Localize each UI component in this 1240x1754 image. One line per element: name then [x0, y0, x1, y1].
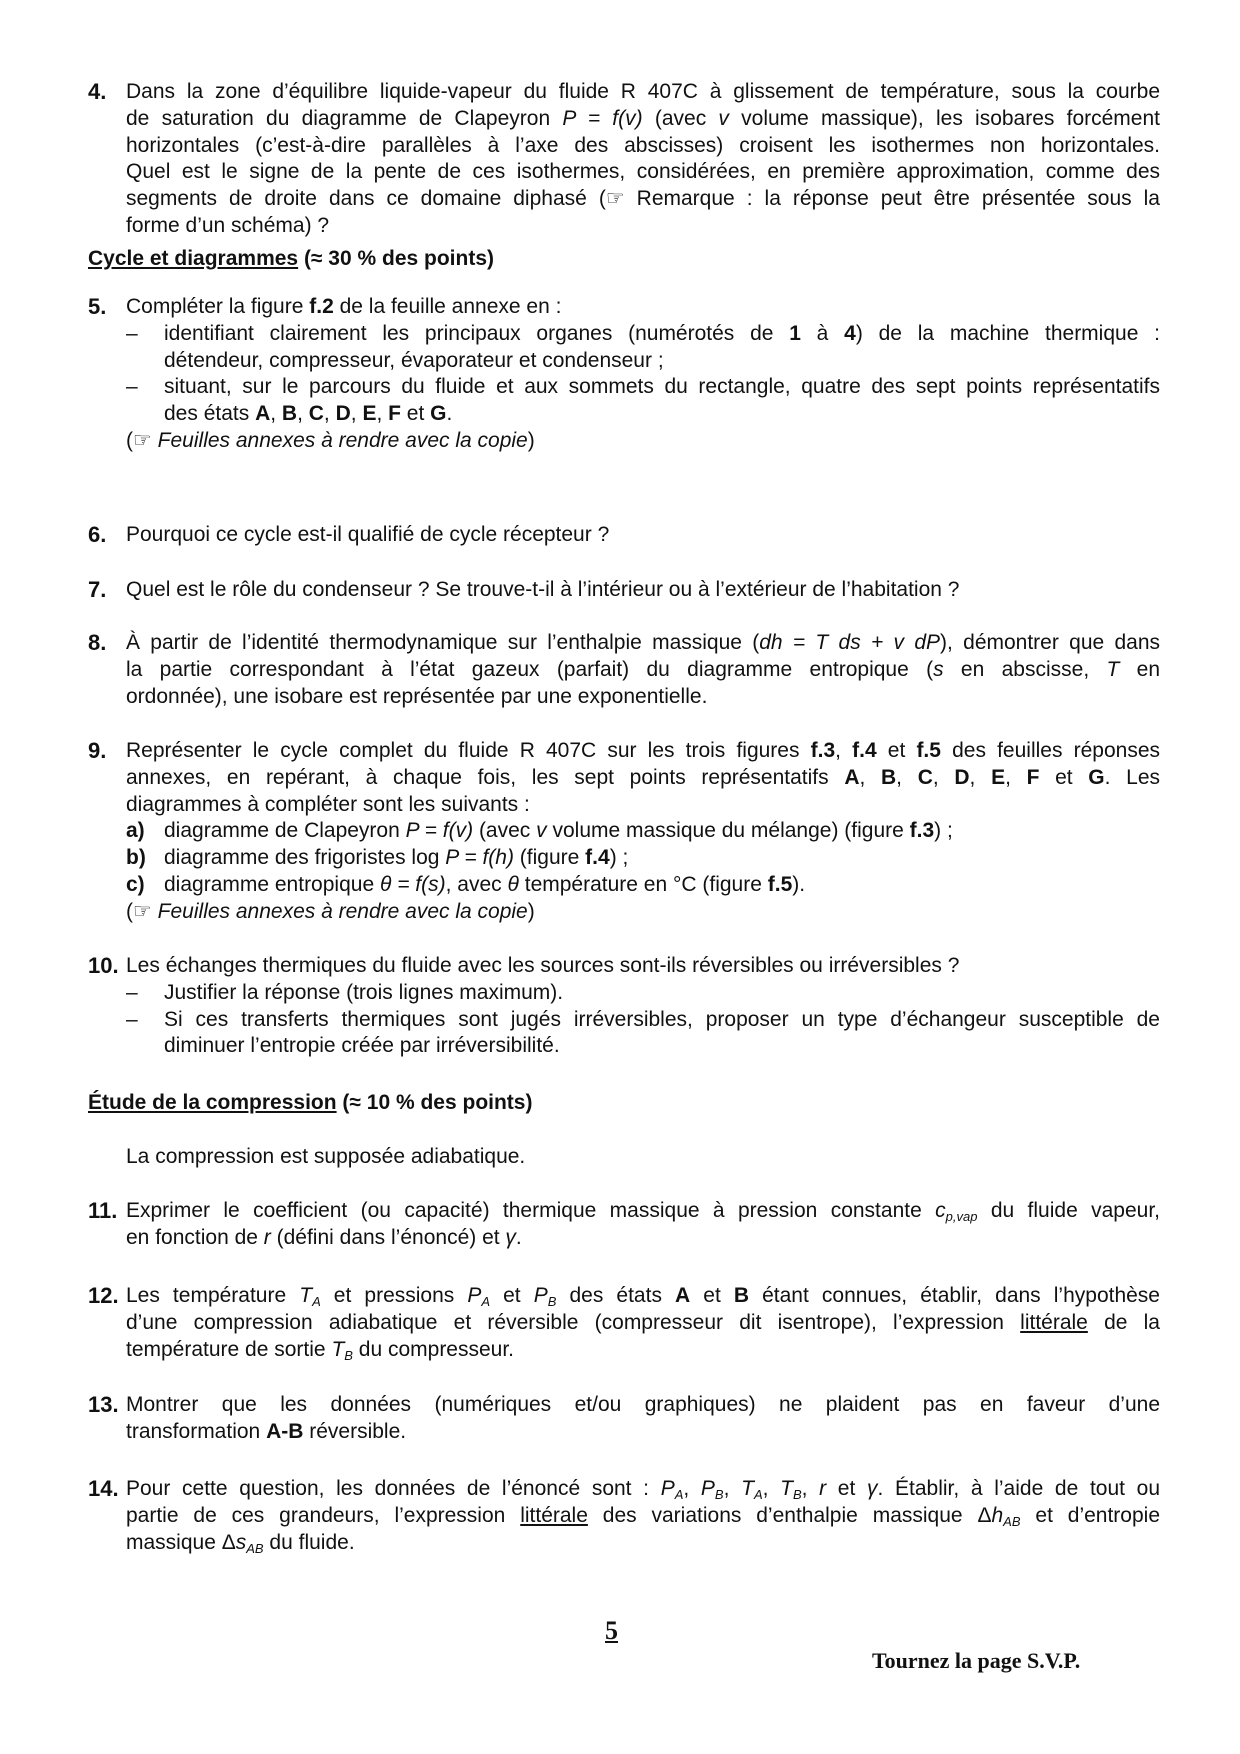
question-number: 14.	[88, 1476, 119, 1501]
question-13	[88, 1392, 1160, 1446]
text-line: des états A, B, C, D, E, F et G.	[164, 402, 453, 426]
question-number: 4.	[88, 79, 107, 104]
pointing-hand-icon: ☞	[605, 187, 625, 211]
text-line: forme d’un schéma) ?	[126, 213, 330, 237]
text-line: transformation A-B réversible.	[126, 1419, 407, 1443]
text-line: température de sortie $T_B$ du compresseur.	[126, 1337, 515, 1363]
text-line: segments de droite dans ce domaine diphasé (☞ Remarque : la réponse peut être présentée sous la	[126, 187, 1160, 211]
text-line: Les température $T_A$ et pressions $P_A$ et $P_B$ des états A et B étant connues, établir, dans l’hypothèse	[126, 1284, 1160, 1309]
pointing-hand-icon: ☞	[133, 899, 152, 923]
question-text	[126, 294, 1160, 455]
text-line: partie de ces grandeurs, l’expression littérale des variations d’enthalpie massique $\Delta h_{AB}$ et d’entropie	[126, 1503, 1160, 1529]
pointing-hand-icon: ☞	[133, 428, 152, 452]
question-text	[126, 1283, 1160, 1363]
text-line: massique $\Delta s_{AB}$ du fluide.	[126, 1530, 355, 1556]
question-text	[126, 953, 1160, 1060]
question-text	[126, 1392, 1160, 1446]
text-line: détendeur, compresseur, évaporateur et condenseur ;	[164, 348, 664, 372]
text-line: À partir de l’identité thermodynamique sur l’enthalpie massique (dh = T ds + v dP), démontrer que dans	[126, 631, 1160, 654]
question-number: 11.	[88, 1198, 118, 1223]
question-14	[88, 1476, 1160, 1556]
text-line: d’une compression adiabatique et réversible (compresseur dit isentrope), l’expression littérale de la	[126, 1310, 1160, 1334]
text-line: Quel est le signe de la pente de ces isothermes, considérées, en première approximation, comme des	[126, 160, 1160, 184]
question-number: 12.	[88, 1283, 119, 1308]
question-10	[88, 953, 1160, 1060]
section-heading-cycle: Cycle et diagrammes (≈ 30 % des points)	[88, 247, 494, 270]
compression-intro: La compression est supposée adiabatique.	[126, 1145, 526, 1168]
text-line: Compléter la figure f.2 de la feuille annexe en :	[126, 295, 562, 318]
section-heading-compression: Étude de la compression (≈ 10 % des points)	[88, 1091, 533, 1114]
text-line: horizontales (c’est-à-dire parallèles à l’axe des abscisses) croisent les isothermes non horizontales.	[126, 133, 1160, 157]
question-number: 5.	[88, 294, 107, 319]
list-item: – Justifier la réponse (trois lignes maximum).	[126, 980, 564, 1004]
question-8	[88, 630, 1160, 710]
question-5	[88, 294, 1160, 455]
question-6	[88, 522, 1160, 549]
list-item: – Si ces transferts thermiques sont jugés irréversibles, proposer un type d’échangeur susceptible de diminuer l’entropie créée par irréversibilité.	[126, 1007, 1160, 1058]
text-line: Représenter le cycle complet du fluide R 407C sur les trois figures f.3, f.4 et f.5 des feuilles réponses	[126, 739, 1160, 762]
question-text	[126, 630, 1160, 710]
text-line: en fonction de r (défini dans l’énoncé) et γ.	[126, 1225, 522, 1249]
question-number: 13.	[88, 1392, 119, 1417]
question-text: Pourquoi ce cycle est-il qualifié de cycle récepteur ?	[126, 523, 610, 546]
question-4	[88, 79, 1160, 240]
question-9	[88, 738, 1160, 926]
question-number: 7.	[88, 577, 107, 602]
footer-turn-page: Tournez la page S.V.P.	[872, 1648, 1081, 1673]
text-line: Exprimer le coefficient (ou capacité) thermique massique à pression constante $c_{p,vap}$ du fluide vapeur,	[126, 1199, 1161, 1224]
text-line: la partie correspondant à l’état gazeux (parfait) du diagramme entropique (s en abscisse, T en	[126, 657, 1160, 681]
question-12	[88, 1283, 1160, 1363]
text-line: identifiant clairement les principaux organes (numérotés de 1 à 4) de la machine thermique :	[164, 321, 1160, 345]
list-item: – identifiant clairement les principaux organes (numérotés de 1 à 4) de la machine thermique : détendeur, compresseur, évaporateur et condenseur ;	[88, 321, 1160, 375]
text-line: annexes, en repérant, à chaque fois, les sept points représentatifs A, B, C, D, E, F et G. Les	[126, 765, 1161, 789]
text-line: Les échanges thermiques du fluide avec les sources sont-ils réversibles ou irréversibles ?	[126, 954, 960, 977]
question-number: 6.	[88, 522, 107, 547]
list-item-b: b) diagramme des frigoristes log P = f(h) (figure f.4) ;	[126, 846, 629, 870]
annex-note: (☞ Feuilles annexes à rendre avec la copie)	[126, 428, 535, 452]
page-number: 5	[605, 1616, 618, 1645]
question-text	[126, 1476, 1160, 1556]
list-item-a: a) diagramme de Clapeyron P = f(v) (avec v volume massique du mélange) (figure f.3) ;	[126, 819, 953, 843]
question-number: 9.	[88, 738, 107, 763]
text-line: ordonnée), une isobare est représentée par une exponentielle.	[126, 684, 708, 708]
text-line: Dans la zone d’équilibre liquide-vapeur du fluide R 407C à glissement de température, sous la courbe	[126, 80, 1160, 103]
text-line: Montrer que les données (numériques et/ou graphiques) ne plaident pas en faveur d’une	[126, 1393, 1160, 1416]
question-11	[88, 1198, 1160, 1252]
question-text	[126, 738, 1160, 926]
annex-note: (☞ Feuilles annexes à rendre avec la copie)	[126, 899, 535, 923]
list-item-c: c) diagramme entropique θ = f(s), avec θ température en °C (figure f.5).	[126, 872, 806, 896]
question-7	[88, 577, 1160, 604]
question-number: 10.	[88, 953, 119, 978]
question-text: Quel est le rôle du condenseur ? Se trouve-t-il à l’intérieur ou à l’extérieur de l’habitation ?	[126, 578, 960, 601]
question-text	[126, 79, 1160, 240]
question-number: 8.	[88, 630, 107, 655]
question-text	[126, 1198, 1160, 1252]
list-item: – situant, sur le parcours du fluide et aux sommets du rectangle, quatre des sept points représentatifs des états A, B, C, D, E, F et G.	[88, 374, 1160, 428]
text-line: Pour cette question, les données de l’énoncé sont : $P_A$, $P_B$, $T_A$, $T_B$, r et γ. Établir, à l’aide de tout ou	[126, 1477, 1161, 1502]
text-line: situant, sur le parcours du fluide et aux sommets du rectangle, quatre des sept points représentatifs	[164, 375, 1160, 399]
text-line: de saturation du diagramme de Clapeyron P = f(v) (avec v volume massique), les isobares forcément	[126, 106, 1160, 130]
text-line: diagrammes à compléter sont les suivants :	[126, 792, 530, 816]
